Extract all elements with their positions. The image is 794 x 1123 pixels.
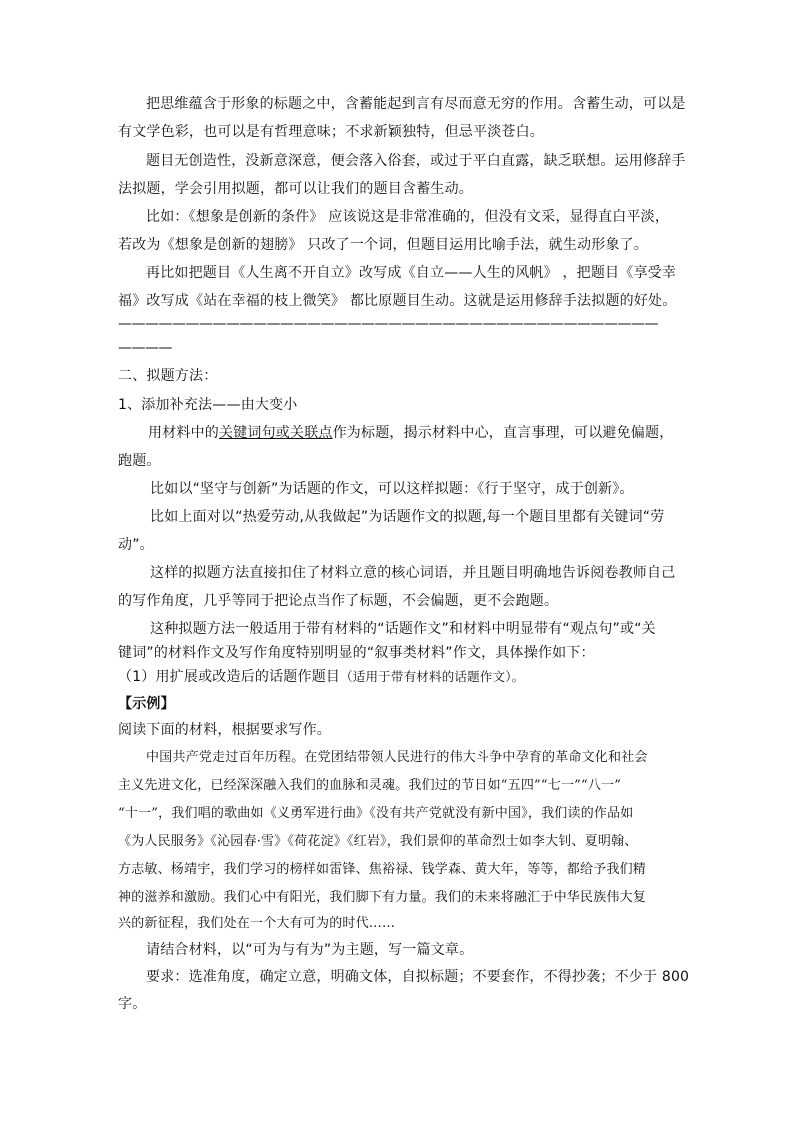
example-material-line: 方志敏、杨靖宇，我们学习的榜样如雷锋、焦裕禄、钱学森、黄大年，等等，都给予我们精 (118, 862, 647, 877)
method1-p1-line1 (148, 423, 718, 443)
method1-p5-line2: 键词”的材料作文及写作角度特别明显的“叙事类材料”作文，具体操作如下： (118, 645, 595, 661)
example-material-line: 中国共产党走过百年历程。在党团结带领人民进行的伟大斗争中孕育的革命文化和社会 (146, 750, 648, 765)
example-label: 【示例】 (118, 696, 175, 712)
divider-line1: ———————————————————————————————————————— (118, 316, 658, 332)
example-material-line: 主义先进文化，已经深深融入我们的血脉和灵魂。我们过的节日如“五四”“七一”“八一” (118, 778, 622, 793)
method1-p4-line1: 这样的拟题方法直接扣住了材料立意的核心词语，并且题目明确地告诉阅卷教师自己 (150, 565, 676, 581)
method1-p1-underlined: 关键词句或关联点 (219, 425, 333, 441)
para3-line2: 若改为《想象是创新的翅膀》 只改了一个词，但题目运用比喻手法，就生动形象了。 (118, 237, 649, 253)
section-title: 二、拟题方法： (118, 368, 218, 384)
example-material-line: 《为人民服务》《沁园春·雪》《荷花淀》《红岩》，我们景仰的革命烈士如李大钊、夏明翰、 (118, 834, 638, 849)
method1-p4-line2: 的写作角度，几乎等同于把论点当作了标题，不会偏题，更不会跑题。 (118, 593, 559, 609)
para3-line1: 比如：《想象是创新的条件》 应该说这是非常准确的，但没有文采，显得直白平淡， (146, 209, 670, 225)
method1-p1-prefix: 用材料中的 (148, 425, 219, 441)
method1-p3-line2: 动”。 (118, 537, 154, 553)
example-intro: 阅读下面的材料，根据要求写作。 (118, 722, 331, 738)
example-material-line: 兴的新征程，我们处在一个大有可为的时代…… (118, 916, 396, 931)
method1-p2: 比如以“坚守与创新”为话题的作文，可以这样拟题：《行于坚守，成于创新》。 (150, 481, 634, 497)
method1-title: 1、添加补充法——由大变小 (118, 397, 298, 413)
example-material-line: “十一”，我们唱的歌曲如《义勇军进行曲》《没有共产党就没有新中国》，我们读的作品如 (118, 806, 634, 821)
method1-item1-note: （适用于带有材料的话题作文）。 (340, 669, 525, 684)
para4-line2: 福》改写成《站在幸福的枝上微笑》 都比原题目生动。这就是运用修辞手法拟题的好处。 (118, 293, 677, 309)
method1-p1-line2: 跑题。 (118, 453, 161, 469)
para2-line2: 法拟题，学会引用拟题，都可以让我们的题目含蓄生动。 (118, 181, 473, 197)
method1-p5-line1: 这种拟题方法一般适用于带有材料的“话题作文”和材料中明显带有“观点句”或“关 (150, 621, 656, 637)
example-material-line: 神的滋养和激励。我们心中有阳光，我们脚下有力量。我们的未来将融汇于中华民族伟大复 (118, 890, 647, 905)
divider-line2: ———— (118, 340, 172, 356)
example-req-line2: 字。 (118, 996, 147, 1012)
para1-line1: 把思维蕴含于形象的标题之中，含蓄能起到言有尽而意无穷的作用。含蓄生动，可以是 (146, 96, 686, 112)
method1-item1-prefix: （1）用扩展或改造后的话题作题目 (118, 669, 341, 685)
para4-line1: 再比如把题目《人生离不开自立》改写成《自立——人生的风帆》 ，把题目《享受幸 (146, 265, 677, 281)
para2-line1: 题目无创造性，没新意深意，便会落入俗套，或过于平白直露，缺乏联想。运用修辞手 (146, 153, 686, 169)
example-req-line1: 要求：选准角度，确定立意，明确文体，自拟标题；不要套作，不得抄袭；不少于 800 (146, 969, 690, 985)
para1-line2: 有文学色彩，也可以是有哲理意味；不求新颖独特，但忌平淡苍白。 (118, 124, 544, 140)
method1-p3-line1: 比如上面对以“热爱劳动,从我做起”为话题作文的拟题,每一个题目里都有关键词“劳 (150, 509, 665, 525)
method1-p1-suffix: 作为标题，揭示材料中心，直言事理，可以避免偏题， (332, 425, 674, 441)
method1-item1 (118, 667, 688, 687)
example-task: 请结合材料，以“可为与有为”为主题，写一篇文章。 (146, 942, 474, 958)
